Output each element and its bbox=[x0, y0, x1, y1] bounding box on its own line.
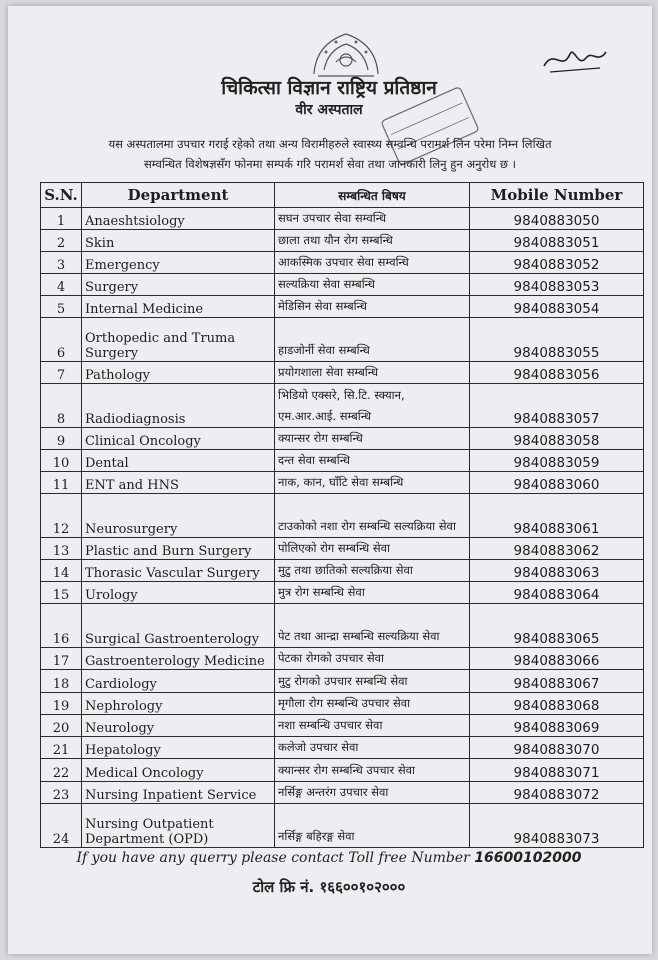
row-sn: 21 bbox=[41, 737, 82, 759]
table-row bbox=[41, 230, 644, 252]
row-department: ENT and HNS bbox=[82, 472, 275, 494]
table-row bbox=[41, 648, 644, 670]
table-row bbox=[41, 362, 644, 384]
row-mobile: 9840883054 bbox=[470, 296, 644, 318]
footer-query bbox=[0, 850, 658, 866]
row-department: Hepatology bbox=[82, 737, 275, 759]
institution-title: चिकित्सा विज्ञान राष्ट्रिय प्रतिष्ठान bbox=[221, 77, 437, 99]
row-sn: 17 bbox=[41, 648, 82, 670]
row-sn: 9 bbox=[41, 428, 82, 450]
row-sn: 4 bbox=[41, 274, 82, 296]
row-subject: नशा सम्बन्धि उपचार सेवा bbox=[275, 715, 470, 737]
table-row bbox=[41, 472, 644, 494]
table-row bbox=[41, 318, 644, 362]
signature bbox=[540, 38, 610, 78]
row-mobile: 9840883060 bbox=[470, 472, 644, 494]
table-row bbox=[41, 428, 644, 450]
row-sn: 3 bbox=[41, 252, 82, 274]
intro-line-2: सम्वन्धित विशेषज्ञसँग फोनमा सम्पर्क गरि परामर्श सेवा तथा जानकारी लिनु हुन अनुरोध छ । bbox=[143, 157, 517, 171]
row-subject: क्यान्सर रोग सम्बन्धि bbox=[275, 428, 470, 450]
table-row bbox=[41, 494, 644, 538]
row-mobile: 9840883056 bbox=[470, 362, 644, 384]
row-subject: नाक, कान, घाँटि सेवा सम्बन्धि bbox=[275, 472, 470, 494]
table-row bbox=[41, 384, 644, 428]
row-mobile: 9840883061 bbox=[470, 494, 644, 538]
header-mobile: Mobile Number bbox=[470, 183, 644, 208]
row-department: Neurosurgery bbox=[82, 494, 275, 538]
row-department: Anaeshtsiology bbox=[82, 208, 275, 230]
row-mobile: 9840883055 bbox=[470, 318, 644, 362]
row-subject: पेट तथा आन्द्रा सम्बन्धि सल्यक्रिया सेवा bbox=[275, 604, 470, 648]
row-department: Nephrology bbox=[82, 693, 275, 715]
row-subject: मुत्र रोग सम्बन्धि सेवा bbox=[275, 582, 470, 604]
row-department: Medical Oncology bbox=[82, 759, 275, 782]
row-department: Gastroenterology Medicine bbox=[82, 648, 275, 670]
row-subject: सल्यक्रिया सेवा सम्बन्धि bbox=[275, 274, 470, 296]
row-mobile: 9840883058 bbox=[470, 428, 644, 450]
row-subject: क्यान्सर रोग सम्बन्धि उपचार सेवा bbox=[275, 759, 470, 782]
row-subject: हाडजोर्नी सेवा सम्बन्धि bbox=[275, 318, 470, 362]
row-mobile: 9840883073 bbox=[470, 804, 644, 848]
row-department: Skin bbox=[82, 230, 275, 252]
table-row bbox=[41, 759, 644, 782]
row-sn: 13 bbox=[41, 538, 82, 560]
row-mobile: 9840883057 bbox=[470, 384, 644, 428]
row-department: Urology bbox=[82, 582, 275, 604]
row-department: Dental bbox=[82, 450, 275, 472]
row-subject: नर्सिङ्ग अन्तरंग उपचार सेवा bbox=[275, 782, 470, 804]
row-mobile: 9840883067 bbox=[470, 670, 644, 693]
row-department: Neurology bbox=[82, 715, 275, 737]
row-subject: पोलिएको रोग सम्बन्धि सेवा bbox=[275, 538, 470, 560]
header-subject: सम्बन्धित बिषय bbox=[275, 183, 470, 208]
row-mobile: 9840883050 bbox=[470, 208, 644, 230]
row-sn: 6 bbox=[41, 318, 82, 362]
row-department: Surgical Gastroenterology bbox=[82, 604, 275, 648]
table-row bbox=[41, 274, 644, 296]
row-subject: मुटु रोगको उपचार सम्बन्धि सेवा bbox=[275, 670, 470, 693]
row-mobile: 9840883069 bbox=[470, 715, 644, 737]
table-row bbox=[41, 538, 644, 560]
row-subject: भिडियो एक्सरे, सि.टि. स्क्यान, एम.आर.आई. सम्बन्धि bbox=[275, 384, 470, 428]
hospital-name: वीर अस्पताल bbox=[295, 102, 363, 118]
row-sn: 1 bbox=[41, 208, 82, 230]
row-sn: 22 bbox=[41, 759, 82, 782]
row-sn: 10 bbox=[41, 450, 82, 472]
row-subject: मुटु तथा छातिको सल्यक्रिया सेवा bbox=[275, 560, 470, 582]
row-department: Thorasic Vascular Surgery bbox=[82, 560, 275, 582]
contact-table bbox=[40, 182, 644, 848]
row-sn: 15 bbox=[41, 582, 82, 604]
row-department: Nursing Inpatient Service bbox=[82, 782, 275, 804]
table-row bbox=[41, 693, 644, 715]
row-department: Plastic and Burn Surgery bbox=[82, 538, 275, 560]
row-sn: 8 bbox=[41, 384, 82, 428]
header-sn: S.N. bbox=[41, 183, 82, 208]
table-row bbox=[41, 670, 644, 693]
row-sn: 11 bbox=[41, 472, 82, 494]
row-department: Orthopedic and Truma Surgery bbox=[82, 318, 275, 362]
row-mobile: 9840883051 bbox=[470, 230, 644, 252]
table-row bbox=[41, 450, 644, 472]
toll-free-nepali: टोल फ्रि नं. १६६००१०२००० bbox=[252, 878, 406, 896]
table-row bbox=[41, 604, 644, 648]
row-mobile: 9840883059 bbox=[470, 450, 644, 472]
table-row bbox=[41, 582, 644, 604]
row-sn: 12 bbox=[41, 494, 82, 538]
row-mobile: 9840883065 bbox=[470, 604, 644, 648]
row-sn: 19 bbox=[41, 693, 82, 715]
row-mobile: 9840883053 bbox=[470, 274, 644, 296]
row-department: Pathology bbox=[82, 362, 275, 384]
table-row bbox=[41, 252, 644, 274]
table-row bbox=[41, 715, 644, 737]
row-sn: 2 bbox=[41, 230, 82, 252]
row-subject: पेटका रोगको उपचार सेवा bbox=[275, 648, 470, 670]
row-sn: 23 bbox=[41, 782, 82, 804]
row-sn: 7 bbox=[41, 362, 82, 384]
row-mobile: 9840883066 bbox=[470, 648, 644, 670]
row-mobile: 9840883063 bbox=[470, 560, 644, 582]
table-body bbox=[41, 208, 644, 848]
row-subject: टाउकोको नशा रोग सम्बन्धि सल्यक्रिया सेवा bbox=[275, 494, 470, 538]
row-mobile: 9840883071 bbox=[470, 759, 644, 782]
table-row bbox=[41, 804, 644, 848]
table-row bbox=[41, 208, 644, 230]
emblem-seal bbox=[306, 22, 386, 82]
row-mobile: 9840883068 bbox=[470, 693, 644, 715]
row-subject: प्रयोगशाला सेवा सम्बन्धि bbox=[275, 362, 470, 384]
row-department: Radiodiagnosis bbox=[82, 384, 275, 428]
table-row bbox=[41, 737, 644, 759]
table-row bbox=[41, 296, 644, 318]
row-department: Internal Medicine bbox=[82, 296, 275, 318]
row-department: Clinical Oncology bbox=[82, 428, 275, 450]
table-row bbox=[41, 782, 644, 804]
row-mobile: 9840883072 bbox=[470, 782, 644, 804]
row-department: Nursing Outpatient Department (OPD) bbox=[82, 804, 275, 848]
row-department: Surgery bbox=[82, 274, 275, 296]
toll-free-number: 16600102000 bbox=[474, 850, 582, 866]
row-mobile: 9840883062 bbox=[470, 538, 644, 560]
row-subject: मेडिसिन सेवा सम्बन्धि bbox=[275, 296, 470, 318]
row-department: Emergency bbox=[82, 252, 275, 274]
row-mobile: 9840883052 bbox=[470, 252, 644, 274]
header-department: Department bbox=[82, 183, 275, 208]
row-subject: मृगौला रोग सम्बन्धि उपचार सेवा bbox=[275, 693, 470, 715]
row-sn: 18 bbox=[41, 670, 82, 693]
row-sn: 16 bbox=[41, 604, 82, 648]
row-sn: 20 bbox=[41, 715, 82, 737]
row-subject: दन्त सेवा सम्बन्धि bbox=[275, 450, 470, 472]
row-subject: आकस्मिक उपचार सेवा सम्वन्धि bbox=[275, 252, 470, 274]
row-sn: 5 bbox=[41, 296, 82, 318]
table-row bbox=[41, 560, 644, 582]
intro-line-1: यस अस्पतालमा उपचार गराई रहेको तथा अन्य विरामीहरुले स्वास्थ्य सम्वन्धि परामर्श लिन परेमा निम्न लिखित bbox=[108, 137, 552, 151]
row-subject: नर्सिङ्ग बहिरङ्ग सेवा bbox=[275, 804, 470, 848]
row-department: Cardiology bbox=[82, 670, 275, 693]
footer-query-text: If you have any querry please contact Toll free Number bbox=[76, 850, 470, 866]
intro-text bbox=[40, 134, 620, 174]
table-header-row bbox=[41, 183, 644, 208]
row-subject: छाला तथा यौन रोग सम्बन्धि bbox=[275, 230, 470, 252]
row-mobile: 9840883064 bbox=[470, 582, 644, 604]
row-mobile: 9840883070 bbox=[470, 737, 644, 759]
row-sn: 14 bbox=[41, 560, 82, 582]
row-sn: 24 bbox=[41, 804, 82, 848]
row-subject: सघन उपचार सेवा सम्वन्धि bbox=[275, 208, 470, 230]
row-subject: कलेजो उपचार सेवा bbox=[275, 737, 470, 759]
